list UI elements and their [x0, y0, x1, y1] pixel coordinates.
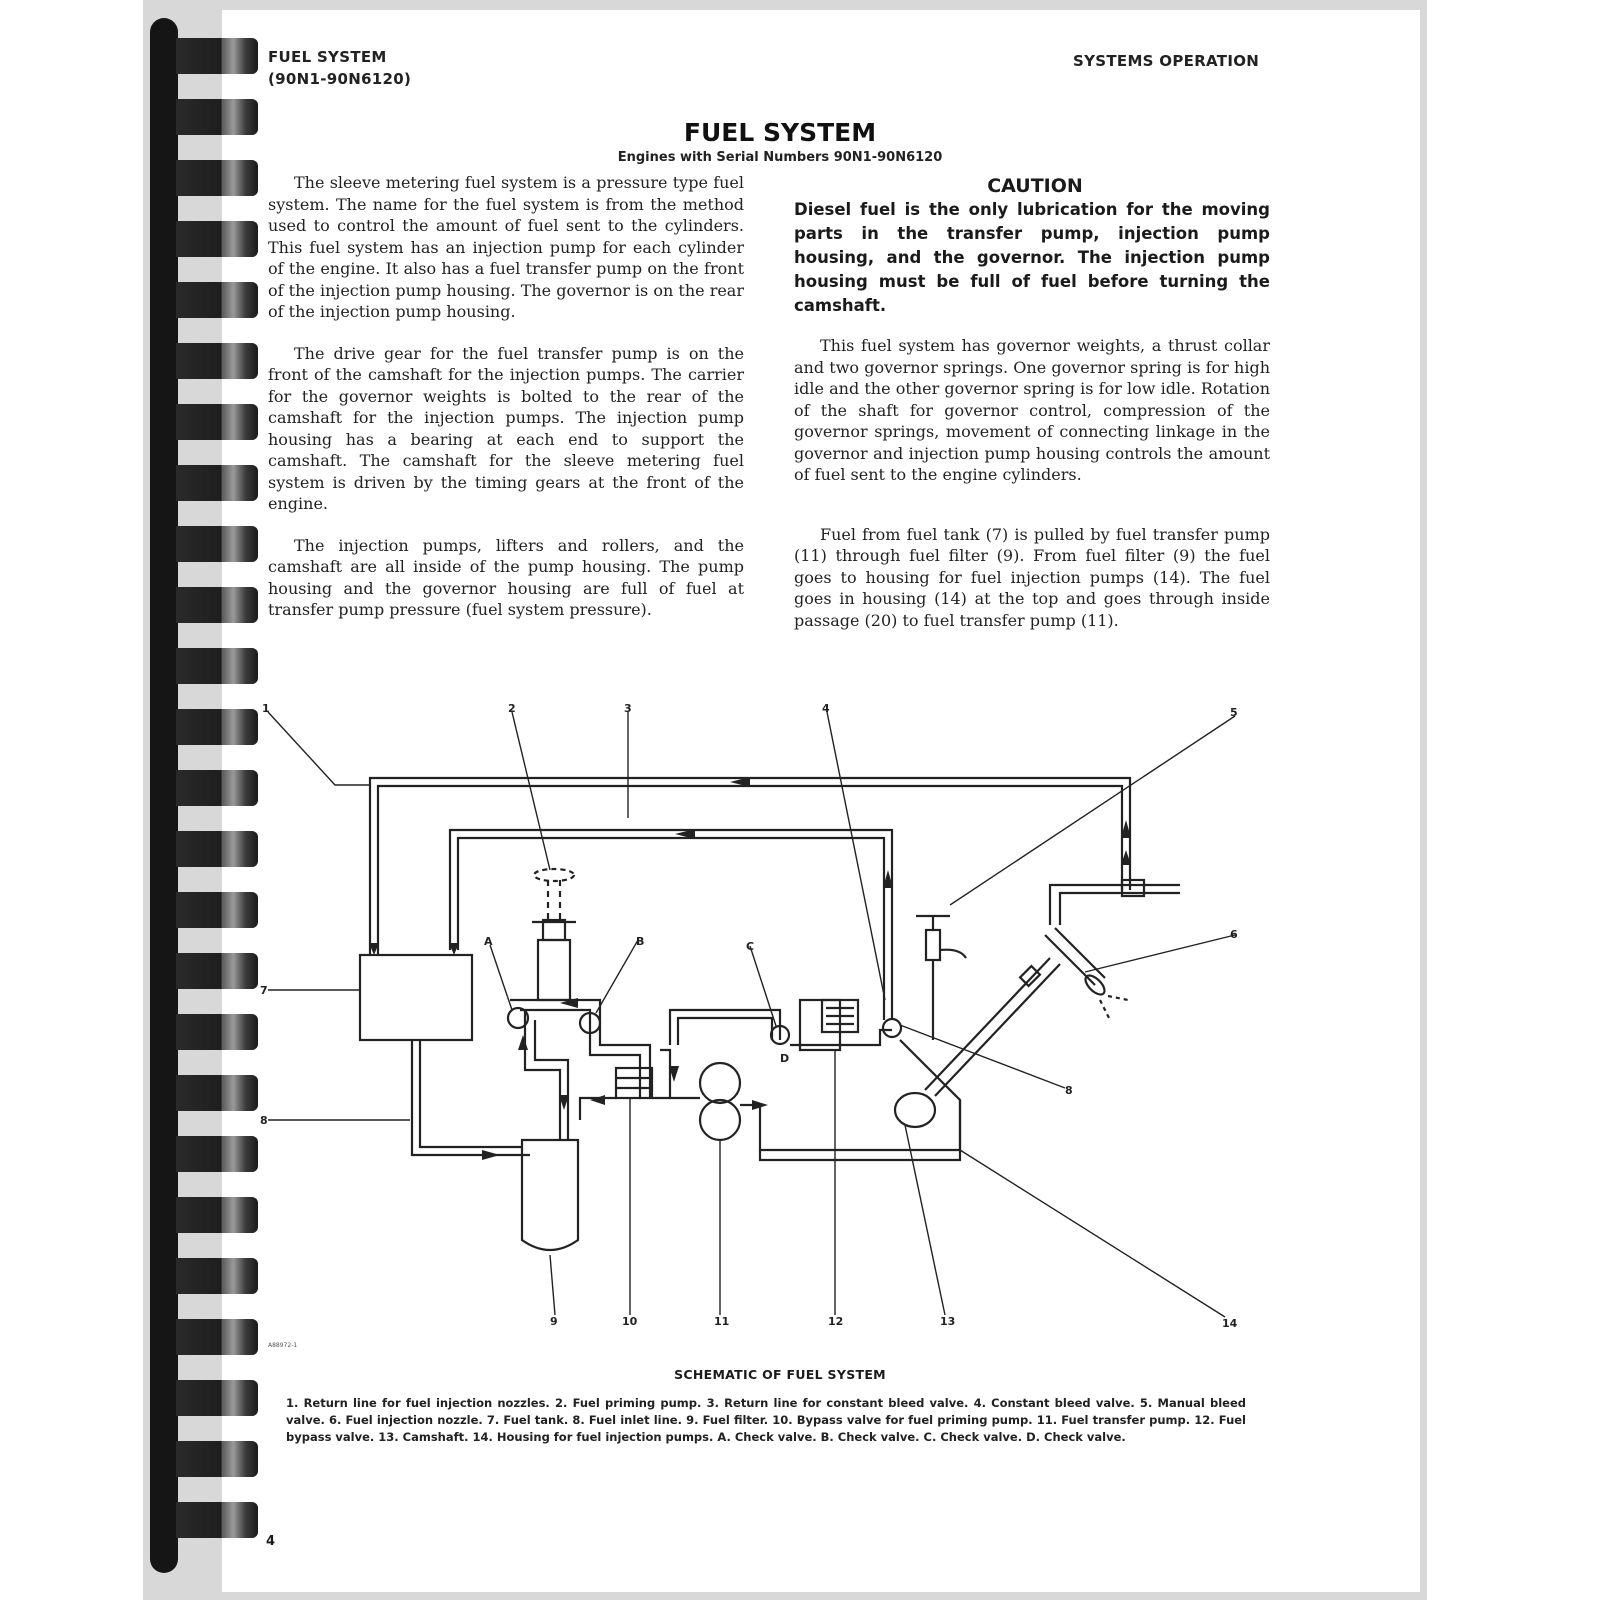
- label-b: B: [636, 935, 645, 948]
- fuel-transfer-pump-gear-lower: [700, 1100, 740, 1140]
- fuel-inlet-line: [412, 1040, 530, 1155]
- return-line-nozzles: [370, 778, 1130, 955]
- binding-coil: [176, 282, 258, 318]
- caution-text: Diesel fuel is the only lubrication for the moving parts in the transfer pump, injection pump housing, and the governor. The injection pump housing must be full of fuel before turning the camshaft.: [794, 200, 1270, 315]
- binding-coil: [176, 709, 258, 745]
- spiral-binding-spine: [150, 18, 178, 1573]
- flow-arrow: [590, 1095, 605, 1105]
- binding-coil: [176, 1136, 258, 1172]
- right-text-column: [794, 335, 1270, 651]
- flow-arrow: [482, 1150, 500, 1160]
- left-text-column: [268, 172, 744, 641]
- paragraph: Fuel from fuel tank (7) is pulled by fuel transfer pump (11) through fuel filter (9). From fuel filter (9) the fuel goes to housing for fuel injection pumps (14). The fuel goes in housing (14) at the top and goes through inside passage (20) to fuel transfer pump (11).: [794, 524, 1270, 630]
- caution-heading: CAUTION: [987, 175, 1083, 197]
- return-line-nozzles-inner: [378, 786, 1122, 955]
- binding-coil: [176, 831, 258, 867]
- return-line-bleed-valve: [450, 830, 892, 1020]
- binding-coil: [176, 587, 258, 623]
- label-c: C: [746, 940, 755, 953]
- priming-pump-knob: [534, 869, 574, 881]
- binding-coil: [176, 1075, 258, 1111]
- manual-bleed-valve: [926, 930, 940, 960]
- paragraph: The sleeve metering fuel system is a pressure type fuel system. The name for the fuel system is from the method used to control the amount of fuel sent to the cylinders. This fuel system has an injection pump for each cylinder of the engine. It also has a fuel transfer pump on the front of the injection pump housing. The governor is on the rear of the injection pump housing.: [268, 173, 744, 321]
- binding-coil: [176, 1502, 258, 1538]
- fuel-filter: [522, 1140, 578, 1250]
- label-d: D: [780, 1052, 790, 1065]
- binding-coil: [176, 770, 258, 806]
- label-1: 1: [262, 702, 270, 715]
- figure-caption-title: SCHEMATIC OF FUEL SYSTEM: [674, 1367, 886, 1382]
- fuel-priming-pump: [538, 940, 570, 1000]
- label-6: 6: [1230, 928, 1238, 941]
- bypass-valve: [616, 1068, 652, 1098]
- binding-coil: [176, 1197, 258, 1233]
- fuel-system-schematic: [260, 700, 1280, 1360]
- label-4: 4: [822, 702, 830, 715]
- header-serial-range: (90N1-90N6120): [268, 70, 412, 88]
- running-header-right: SYSTEMS OPERATION: [1073, 52, 1260, 70]
- page-number: 4: [266, 1534, 276, 1549]
- header-section-title: FUEL SYSTEM: [268, 48, 387, 66]
- label-14: 14: [1222, 1317, 1238, 1330]
- fuel-tank: [360, 955, 472, 1040]
- label-8: 8: [1065, 1084, 1073, 1097]
- label-8-left: 8: [260, 1114, 268, 1127]
- binding-coil: [176, 99, 258, 135]
- label-a: A: [484, 935, 493, 948]
- camshaft-lobe: [895, 1093, 935, 1127]
- label-13: 13: [940, 1315, 956, 1328]
- return-line-bleed-valve-inner: [458, 838, 884, 1020]
- binding-coil: [176, 648, 258, 684]
- binding-coil: [176, 953, 258, 989]
- label-10: 10: [622, 1315, 638, 1328]
- fuel-transfer-pump-gear-upper: [700, 1063, 740, 1103]
- binding-coil: [176, 404, 258, 440]
- figure-caption-legend: 1. Return line for fuel injection nozzles. 2. Fuel priming pump. 3. Return line for constant bleed valve. 4. Constant bleed valve. 5. Manual bleed valve. 6. Fuel injection nozzle. 7. Fuel tank. 8. Fuel inlet line. 9. Fuel filter. 10. Bypass valve for fuel priming pump. 11. Fuel transfer pump. 12. Fuel bypass valve. 13. Camshaft. 14. Housing for fuel injection pumps. A. Check valve. B. Check valve. C. Check valve. D. Check valve.: [286, 1396, 1246, 1444]
- binding-coil: [176, 38, 258, 74]
- binding-coil: [176, 160, 258, 196]
- label-3: 3: [624, 702, 632, 715]
- fuel-inlet-line-inner: [420, 1040, 522, 1147]
- running-header-left: [268, 46, 411, 90]
- label-11: 11: [714, 1315, 730, 1328]
- page-title: FUEL SYSTEM: [683, 118, 877, 147]
- binding-coil: [176, 1319, 258, 1355]
- binding-coil: [176, 1380, 258, 1416]
- leader-lines: [268, 712, 1235, 1317]
- label-2: 2: [508, 702, 516, 715]
- binding-coil: [176, 221, 258, 257]
- binding-coil: [176, 892, 258, 928]
- label-12: 12: [828, 1315, 844, 1328]
- binding-coil: [176, 465, 258, 501]
- binding-coil: [176, 526, 258, 562]
- label-7: 7: [260, 984, 268, 997]
- page-subtitle: Engines with Serial Numbers 90N1-90N6120: [617, 150, 943, 165]
- binding-coil: [176, 1258, 258, 1294]
- injection-line-fitting: [1020, 966, 1040, 986]
- binding-coil: [176, 1441, 258, 1477]
- paragraph: The injection pumps, lifters and rollers, and the camshaft are all inside of the pump housing. The pump housing and the governor housing are full of fuel at transfer pump pressure (fuel system pressure).: [268, 535, 744, 619]
- figure-ref-code: A88972-1: [268, 1342, 298, 1349]
- paragraph: This fuel system has governor weights, a thrust collar and two governor springs. One governor spring is for high idle and the other governor spring is for low idle. Rotation of the shaft for governor control, compression of the governor springs, movement of connecting linkage in the governor and injection pump housing controls the amount of fuel sent to the engine cylinders.: [794, 336, 1270, 484]
- binding-coil: [176, 343, 258, 379]
- check-valve-d: [883, 1019, 901, 1037]
- paragraph: The drive gear for the fuel transfer pump is on the front of the camshaft for the injection pumps. The carrier for the governor weights is bolted to the rear of the camshaft for the injection pumps. The injection pump housing has a bearing at each end to support the camshaft. The camshaft for the sleeve metering fuel system is driven by the timing gears at the front of the engine.: [268, 343, 744, 513]
- label-5: 5: [1230, 706, 1238, 719]
- label-9: 9: [550, 1315, 558, 1328]
- flow-arrow: [518, 1035, 528, 1050]
- binding-coil: [176, 1014, 258, 1050]
